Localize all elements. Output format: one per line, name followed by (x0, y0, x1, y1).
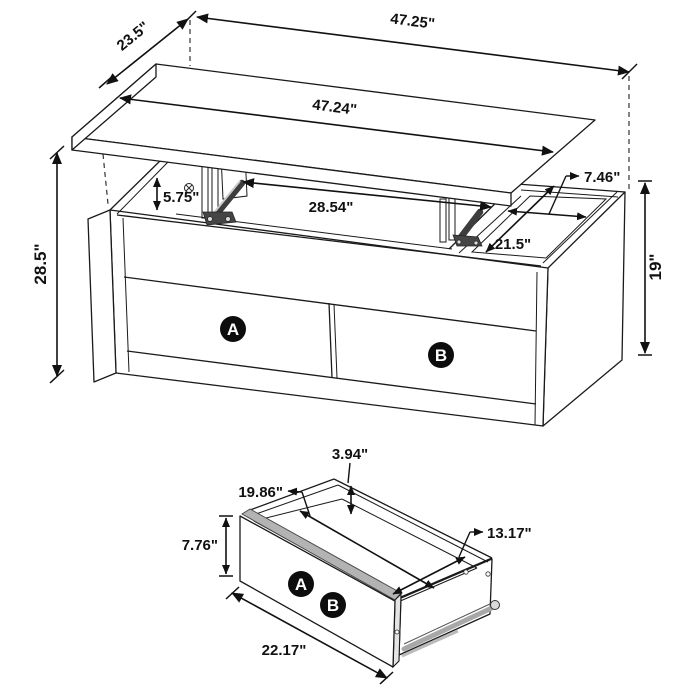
tabletop (72, 64, 595, 206)
drawer-front-screw (395, 630, 399, 634)
dim-side-compartment-width-label: 7.46" (584, 169, 621, 186)
dim-back-interior-height-label: 3.94" (331, 446, 369, 463)
dim-top-panel-width-label: 47.24" (311, 96, 358, 119)
drawer-diagram (182, 446, 532, 684)
drawer-right-wall (399, 559, 492, 655)
dim-front-width-label: 22.17" (261, 642, 307, 659)
drawer-b-badge (320, 592, 346, 618)
drawer-box (240, 479, 500, 667)
drawer-a-badge (288, 571, 314, 597)
dim-lift-clearance-label: 5.75" (163, 189, 200, 206)
drawer-a-letter: A (294, 575, 308, 594)
table-drawer-a-badge (220, 316, 246, 342)
dim-front-height-label: 7.76" (181, 537, 218, 554)
dim-top-depth-label: 23.5" (113, 18, 153, 55)
dim-overall-height-label: 28.5" (31, 243, 50, 285)
dim-compartment-depth-label: 21.5" (494, 236, 532, 253)
dim-top-width-label: 47.25" (389, 10, 436, 33)
dim-compartment-width-label: 28.54" (308, 199, 354, 216)
table-drawer-b-letter: B (434, 346, 448, 365)
dim-top-width (197, 10, 637, 79)
dim-lift-clearance (157, 178, 199, 210)
dim-front-height (182, 516, 233, 576)
table-drawer-a-letter: A (226, 320, 240, 339)
dim-overall-height (31, 146, 64, 383)
dim-base-height-label: 19" (646, 253, 665, 281)
dim-base-height (638, 181, 665, 355)
drawer-b-letter: B (326, 596, 340, 615)
dim-interior-depth-label: 13.17" (487, 525, 532, 542)
table-diagram (31, 10, 665, 426)
table-right-panel (543, 192, 625, 426)
table-drawer-b-badge (428, 342, 454, 368)
dim-interior-width-label: 19.86" (238, 484, 283, 501)
